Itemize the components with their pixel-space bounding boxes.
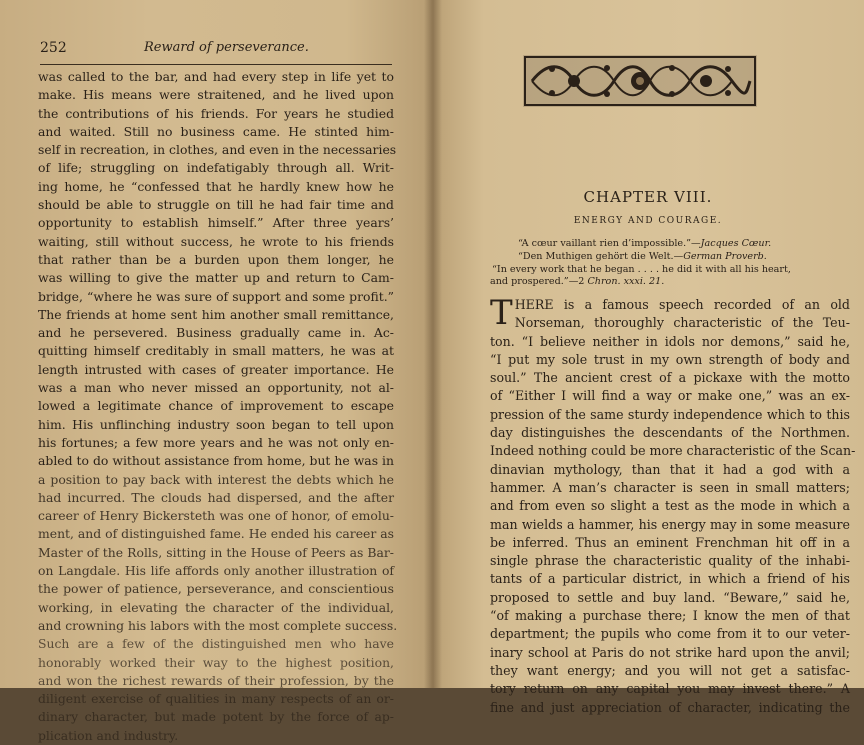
- text-line: inary school at Paris do not strike hard upon the anvil;: [490, 644, 850, 660]
- text-line: single phrase the characteristic quality of the inhabi-: [490, 553, 850, 569]
- header-rule: [40, 64, 392, 65]
- book-gutter: [424, 0, 442, 688]
- text-line: length intrusted with cases of greater importance. He: [38, 361, 394, 377]
- text-line: HERE is a famous speech recorded of an old: [514, 297, 850, 312]
- epigraph-source: German Proverb.: [683, 250, 767, 262]
- chapter-title: CHAPTER VIII.: [583, 188, 713, 206]
- text-line: lowed a legitimate chance of improvement to escape: [38, 398, 394, 414]
- page-number: 252: [40, 40, 67, 56]
- text-line: abled to do without assistance from home, but he was in: [38, 453, 394, 469]
- epigraph: [488, 251, 828, 264]
- text-line: quitting himself creditably in small matters, he was at: [38, 343, 394, 359]
- text-line: make. His means were straitened, and he lived upon: [38, 87, 394, 103]
- text-line: working, in elevating the character of the individual,: [38, 599, 394, 615]
- text-line: ing home, he “confessed that he hardly knew how he: [38, 178, 394, 194]
- text-line: department; the pupils who come from it to our veter-: [490, 626, 850, 642]
- text-line: and crowning his labors with the most complete success.: [38, 617, 398, 633]
- epigraph-quote: and prospered.”—2: [490, 276, 588, 288]
- epigraph: [488, 276, 828, 289]
- text-line: on Langdale. His life affords only another illustration of: [38, 563, 394, 579]
- chapter-subtitle: ENERGY AND COURAGE.: [573, 216, 723, 226]
- text-line: ton. “I believe neither in idols nor demons,” said he,: [490, 333, 850, 349]
- text-line: “I put my sole trust in my own strength of body and: [490, 351, 850, 367]
- epigraph: [488, 238, 828, 251]
- text-line: fine and just appreciation of character, indicating the: [490, 699, 850, 715]
- text-line: tants of a particular district, in which a friend of his: [490, 571, 850, 587]
- epigraph-quote: “Den Muthigen gehört die Welt.—: [518, 250, 684, 262]
- text-line: was willing to give the matter up and return to Cam-: [38, 270, 394, 286]
- running-head: [40, 40, 396, 62]
- text-line: proposed to settle and buy land. “Beware,” said he,: [490, 589, 850, 605]
- text-line: ment, and of distinguished fame. He ended his career as: [38, 526, 394, 542]
- epigraph-quote: “A cœur vaillant rien d’impossible.”—: [518, 238, 701, 249]
- text-line: they want energy; and you will not get a satisfac-: [490, 662, 850, 678]
- epigraph: [488, 264, 828, 277]
- text-line: plication and industry.: [38, 727, 179, 743]
- text-line: and won the richest rewards of their profession, by the: [38, 672, 394, 688]
- epigraph-quote: “In every work that he began . . . . he did it with all his heart,: [492, 263, 791, 275]
- text-line: diligent exercise of qualities in many respects of an or-: [38, 691, 394, 707]
- text-line: that rather than be a burden upon them longer, he: [38, 251, 394, 267]
- text-line: waiting, still without success, he wrote to his friends: [38, 233, 394, 249]
- left-body-text: [38, 68, 398, 745]
- text-line: should be able to struggle on till he had fair time and: [38, 197, 394, 213]
- text-line: was called to the bar, and had every step in life yet to: [38, 69, 394, 84]
- right-body-text: [490, 293, 856, 717]
- text-line: dinary character, but made potent by the force of ap-: [38, 709, 394, 725]
- epigraphs: [488, 238, 828, 289]
- text-line: soul.” The ancient crest of a pickaxe with the motto: [490, 370, 850, 386]
- text-line: be inferred. Thus an eminent Frenchman hit off in a: [490, 534, 850, 550]
- text-line: dinavian mythology, than that it had a god with a: [490, 461, 850, 477]
- text-line: Master of the Rolls, sitting in the House of Peers as Bar-: [38, 544, 394, 560]
- text-line: of life; struggling on indefatigably through all. Writ-: [38, 160, 394, 176]
- text-line: Such are a few of the distinguished men who have: [38, 636, 394, 652]
- running-title: Reward of perseverance.: [144, 40, 309, 55]
- text-line: Indeed nothing could be more characteristic of the Scan-: [490, 443, 856, 459]
- text-line: and waited. Still no business came. He stinted him-: [38, 123, 394, 139]
- text-line: man wields a hammer, his energy may in some measure: [490, 516, 850, 532]
- text-line: self in recreation, in clothes, and even in the necessaries: [38, 142, 397, 158]
- text-line: and from even so slight a test as the mode in which a: [490, 498, 850, 514]
- drop-cap: T: [490, 293, 513, 333]
- text-line: tory return on any capital you may invest there.” A: [490, 681, 850, 697]
- text-line: pression of the same sturdy independence which to this: [490, 406, 850, 422]
- text-line: the contributions of his friends. For years he studied: [38, 105, 394, 121]
- text-line: was a man who never missed an opportunity, not al-: [38, 380, 394, 396]
- text-line: of “Either I will find a way or make one,” was an ex-: [490, 388, 850, 404]
- text-line: honorably worked their way to the highest position,: [38, 654, 394, 670]
- right-page: [432, 0, 864, 715]
- text-line: The friends at home sent him another small remittance,: [38, 306, 394, 322]
- epigraph-source: Chron. xxxi. 21.: [587, 276, 665, 288]
- epigraph-source: Jacques Cœur.: [700, 238, 772, 249]
- text-line: had incurred. The clouds had dispersed, and the after: [38, 489, 394, 505]
- text-line: opportunity to establish himself.” After three years’: [38, 215, 394, 231]
- text-line: day distinguishes the descendants of the Northmen.: [490, 425, 850, 441]
- decorative-headpiece: [522, 54, 758, 108]
- text-line: him. His unflinching industry soon began to tell upon: [38, 416, 394, 432]
- text-line: hammer. A man’s character is seen in small matters;: [490, 479, 850, 495]
- text-line: his fortunes; a few more years and he was not only en-: [38, 434, 394, 450]
- left-page: [0, 0, 432, 743]
- text-line: and he persevered. Business gradually came in. Ac-: [38, 325, 394, 341]
- text-line: bridge, “where he was sure of support and some profit.”: [38, 288, 394, 304]
- text-line: a position to pay back with interest the debts which he: [38, 471, 394, 487]
- text-line: career of Henry Bickersteth was one of honor, of emolu-: [38, 508, 394, 524]
- text-line: Norseman, thoroughly characteristic of the Teu-: [514, 315, 850, 331]
- text-line: the power of patience, perseverance, and conscientious: [38, 581, 394, 597]
- text-line: “of making a purchase there; I know the men of that: [490, 608, 850, 624]
